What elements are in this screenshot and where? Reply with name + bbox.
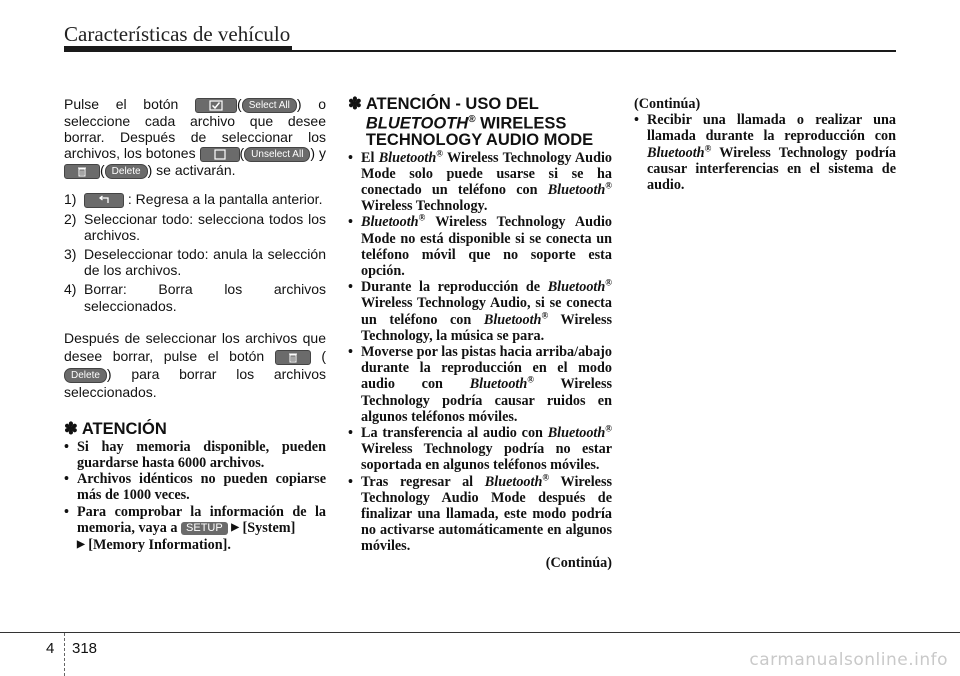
footer-divider (64, 633, 66, 676)
list-number: 3) (64, 246, 77, 262)
item-reg: ® (605, 180, 613, 191)
list-text: [Memory Information]. (88, 536, 231, 553)
list-text: Archivos idénticos no pueden copiarse más de 1000 veces. (77, 471, 326, 504)
watermark: carmanualsonline.info (749, 650, 948, 670)
heading-text: ATENCIÓN - USO DEL (365, 95, 539, 113)
heading-text: WIRELESS TECHNOLOGY AUDIO MODE (365, 114, 594, 149)
list-item: • Bluetooth® Wireless Technology Audio Mode no está disponible si se conecta un teléfono móvil que no soporte esta opción. (348, 212, 612, 279)
attention-list (64, 439, 326, 554)
list-item: • Si hay memoria disponible, pueden guardarse hasta 6000 archivos. (64, 438, 326, 472)
item-text: Wireless Technology podría no estar soportada en algunos teléfonos móviles. (361, 441, 612, 474)
attention-heading (64, 421, 326, 437)
header-rule (64, 46, 292, 52)
column-left (64, 96, 326, 553)
item-reg: ® (605, 423, 612, 434)
list-number: 1) (64, 190, 77, 207)
item-text: Tras regresar al (361, 473, 474, 490)
item-text: Wireless Technology, la música se para. (361, 311, 613, 344)
item-bt: Bluetooth (484, 473, 543, 490)
select-all-button[interactable]: Select All (242, 98, 297, 113)
list-item: • La transferencia al audio con Bluetooth® Wireless Technology podría no estar soportada en algunos teléfonos móviles. (348, 423, 612, 474)
list-item: • Para comprobar la información de la memoria, vaya a SETUP ▶ [System] ▶ [Memory Information]. (64, 503, 326, 553)
setup-button[interactable]: SETUP (181, 522, 228, 535)
item-bt: Bluetooth (547, 279, 606, 296)
list-number: 2) (64, 210, 77, 227)
triangle-right-icon: ▶ (231, 522, 239, 534)
list-text: Para comprobar la información de la memoria, vaya a (77, 503, 326, 536)
item-text: Wireless Technology Audio Mode después de finalizar una llamada, este modo podría no activarse automáticamente en algunos móviles. (361, 473, 613, 555)
list-text: Seleccionar todo: selecciona todos los archivos. (84, 210, 326, 243)
trash-icon (77, 166, 87, 177)
list-item: • Moverse por las pistas hacia arriba/abajo durante la reproducción en el modo audio con Bluetooth® Wireless Technology podría causar ruidos en algunos teléfonos móviles. (348, 343, 612, 425)
item-reg: ® (542, 471, 550, 482)
item-bt: Bluetooth (361, 214, 419, 231)
intro-paragraph: Pulse el botón ( Select All ) o seleccione cada archivo que desee borrar. Después de seleccionar los archivos, los botones ( Unselect All ) y ( Delete ) se activarán. (64, 96, 327, 178)
list-text: [System] (242, 519, 296, 536)
chapter-number: 4 (46, 640, 55, 657)
item-bt: Bluetooth (647, 144, 705, 161)
select-all-check-button[interactable] (195, 98, 237, 113)
item-reg: ® (605, 277, 612, 288)
item-text: Wireless Technology Audio Mode solo puede usarse si se ha conectado un teléfono con (361, 149, 612, 198)
delete-button[interactable]: Delete (105, 164, 148, 179)
continued-label: (Continúa) (634, 96, 701, 112)
bluetooth-heading (348, 96, 612, 148)
star-icon: ✽ (64, 419, 78, 438)
item-text: Wireless Technology podría causar interferencias en el sistema de audio. (647, 144, 896, 194)
list-item: • El Bluetooth® Wireless Technology Audio Mode solo puede usarse si se ha conectado un teléfono con Bluetooth® Wireless Technology. (348, 147, 613, 215)
numbered-list (64, 191, 326, 314)
list-item (64, 211, 326, 243)
list-item: • Archivos idénticos no pueden copiarse más de 1000 veces. (64, 471, 326, 504)
list-item (64, 246, 326, 278)
triangle-right-icon: ▶ (77, 539, 85, 551)
item-reg: ® (418, 212, 426, 223)
trash-icon (288, 352, 298, 363)
item-text: Wireless Technology Audio Mode no está disponible si se conecta un teléfono móvil que no soporte esta opción. (361, 214, 612, 279)
after-text-1: Después de seleccionar los archivos que desee borrar, pulse el botón (64, 329, 326, 364)
list-text: : Regresa a la pantalla anterior. (127, 190, 323, 207)
item-bt: Bluetooth (547, 181, 606, 198)
column-middle (348, 96, 612, 571)
star-icon: ✽ (348, 95, 362, 113)
list-item: • Tras regresar al Bluetooth® Wireless Technology Audio Mode después de finalizar una llamada, este modo podría no activarse automáticamente en algunos móviles. (348, 471, 613, 555)
item-text: La transferencia al audio con (361, 424, 543, 441)
list-text: Si hay memoria disponible, pueden guardarse hasta 6000 archivos. (77, 438, 326, 472)
attention-title: ATENCIÓN (81, 419, 167, 438)
header-rule-thin (292, 50, 896, 52)
list-item: • Durante la reproducción de Bluetooth® Wireless Technology Audio, si se conecta un teléfono con Bluetooth® Wireless Technology, la música se para. (348, 277, 613, 344)
trash-button[interactable] (64, 164, 100, 179)
delete-button[interactable]: Delete (64, 368, 107, 383)
item-bt: Bluetooth (483, 311, 542, 328)
item-text: Moverse por las pistas hacia arriba/abajo durante la reproducción en el modo audio con (361, 343, 612, 393)
intro-text-1: Pulse el botón (64, 96, 179, 112)
item-text: Wireless Technology Audio, si se conecta un teléfono con (361, 295, 612, 328)
column-right (634, 96, 896, 193)
item-reg: ® (436, 147, 443, 158)
list-item: • Recibir una llamada o realizar una llamada durante la reproducción con Bluetooth® Wireless Technology podría causar interferencias en el sistema de audio. (634, 112, 896, 194)
item-text: Wireless Technology podría causar ruidos en algunos teléfonos móviles. (361, 376, 612, 425)
intro-text-2: o seleccione cada archivo que desee borrar. Después de seleccionar los archivos, los botones (64, 96, 327, 162)
item-text: Recibir una llamada o realizar una llamada durante la reproducción con (647, 112, 896, 145)
item-bt: Bluetooth (547, 424, 606, 441)
item-text: Wireless Technology. (361, 198, 488, 215)
list-number: 4) (64, 281, 77, 298)
unselect-all-button[interactable]: Unselect All (244, 147, 310, 162)
heading-reg: ® (468, 114, 476, 125)
back-arrow-icon (97, 195, 111, 206)
continued-label: (Continúa) (545, 554, 612, 571)
item-text: El (361, 149, 375, 166)
list-text: Deseleccionar todo: anula la selección de los archivos. (84, 246, 326, 279)
trash-button[interactable] (275, 350, 311, 365)
item-text: Durante la reproducción de (361, 279, 541, 296)
page-number: 318 (72, 640, 98, 657)
intro-text-3: y (319, 145, 326, 162)
back-button[interactable] (84, 193, 124, 208)
after-paragraph: Después de seleccionar los archivos que desee borrar, pulse el botón (Delete ) para borrar los archivos seleccionados. (64, 329, 326, 400)
list-item (64, 281, 326, 313)
square-icon (214, 149, 226, 160)
intro-text-4: se activarán. (156, 162, 236, 178)
check-icon (209, 100, 223, 111)
unselect-square-button[interactable] (200, 147, 240, 162)
footer-rule (0, 632, 960, 633)
continued-list (634, 112, 896, 193)
item-bt: Bluetooth (378, 149, 437, 166)
item-bt: Bluetooth (469, 376, 528, 393)
item-reg: ® (704, 142, 712, 153)
item-reg: ® (527, 374, 534, 385)
bluetooth-list (348, 147, 613, 555)
item-reg: ® (541, 309, 549, 320)
after-text-2: para borrar los archivos seleccionados. (64, 365, 326, 400)
list-text: Borrar: Borra los archivos seleccionados. (84, 281, 326, 314)
heading-bt: BLUETOOTH (365, 114, 469, 133)
list-item (64, 191, 326, 208)
page-header-title: Características de vehículo (64, 22, 291, 46)
